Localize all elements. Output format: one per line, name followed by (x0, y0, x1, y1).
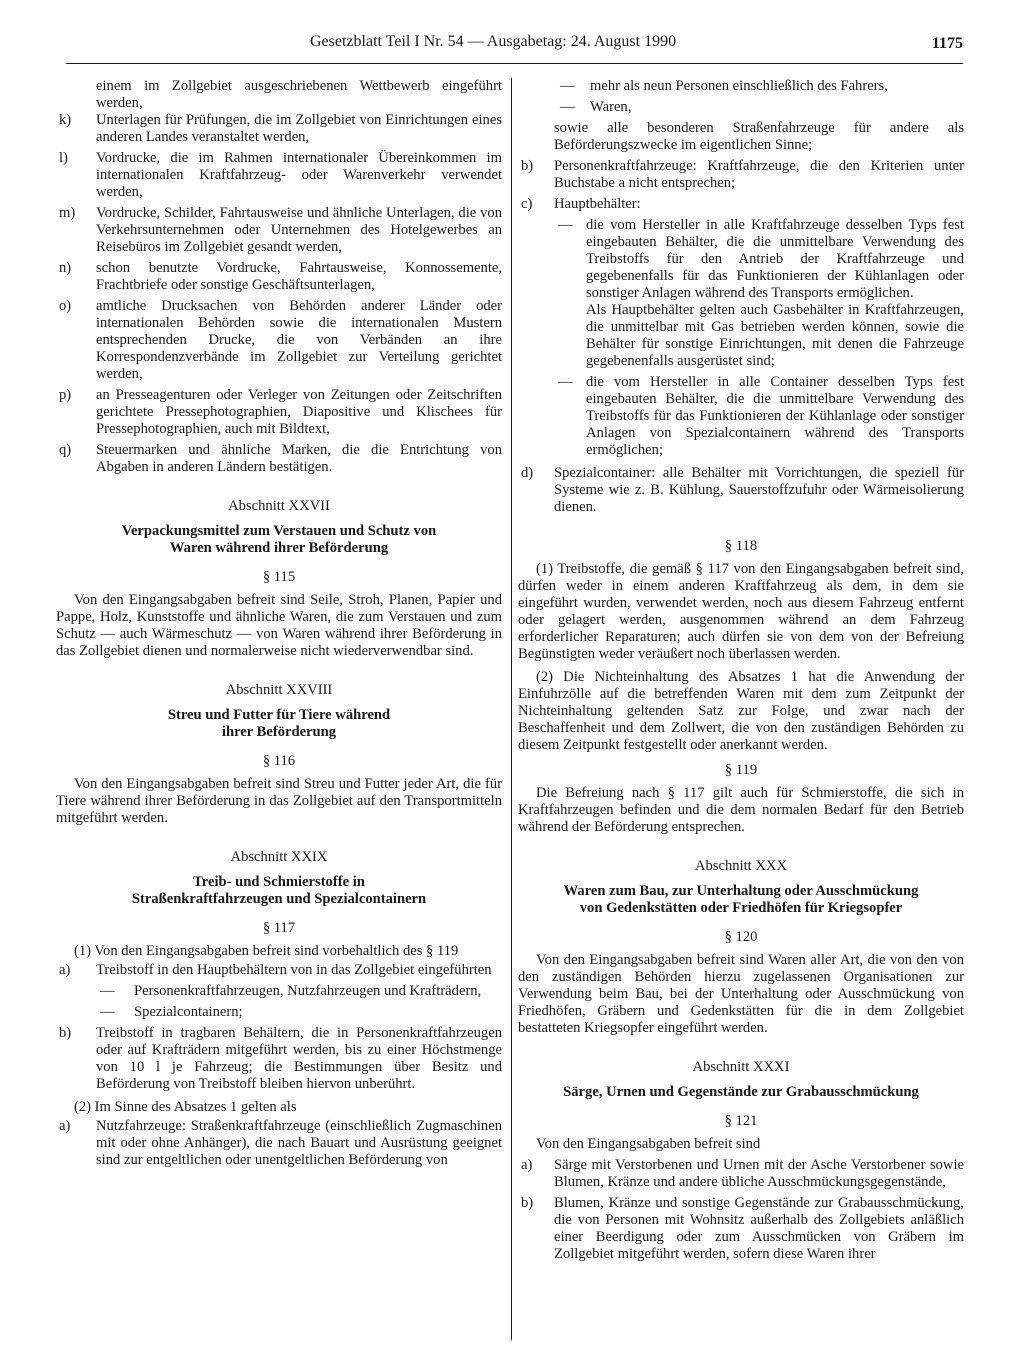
list-item: l) Vordrucke, die im Rahmen internationaler Übereinkommen im internationalen Kraftfahrzeug- oder Warenverkehr verwendet werden, (59, 150, 502, 200)
continued-text: einem im Zollgebiet ausgeschriebenen Wettbewerb eingeführt werden, (96, 78, 502, 111)
list-item: n) schon benutzte Vordrucke, Fahrtausweise, Konnossemente, Frachtbriefe oder sonstige Geschäftsunterlagen, (59, 260, 502, 293)
paragraph-text: (1) Treibstoffe, die gemäß § 117 von den Eingangsabgaben befreit sind, dürfen weder in einem anderen Kraftfahrzeug als dem, in dem sie eingeführt wurden, verwendet werden, noch aus diesem Fahrzeug entfernt oder gelagert werden, ausgenommen während an dem Fahrzeug erforderlicher Reparaturen; auch dürfen sie von dem von der Befreiung Begünstigten weder veräußert noch überlassen werden. (518, 561, 964, 662)
list-item: a) Treibstoff in den Hauptbehältern von in das Zollgebiet eingeführten (59, 962, 492, 978)
list-item: a) Nutzfahrzeuge: Straßenkraftfahrzeuge (einschließlich Zugmaschinen mit oder ohne Anhänger), die nach Bauart und Ausrüstung geeignet sind zur entgeltlichen oder unentgeltlichen Beförderung von (59, 1118, 502, 1168)
continued-text: sowie alle besonderen Straßenfahrzeuge für andere als Beförderungszwecke im eigentlichen Sinne; (554, 120, 964, 153)
right-column (518, 78, 964, 1263)
dash-item: — Personenkraftfahrzeugen, Nutzfahrzeugen und Krafträdern, (100, 983, 482, 999)
section-title: Särge, Urnen und Gegenstände zur Grabausschmückung (563, 1084, 919, 1100)
paragraph-text: (2) Die Nichteinhaltung des Absatzes 1 hat die Anwendung der Einfuhrzölle auf die betreffenden Waren mit dem zum Zeitpunkt der Nichteinhaltung geltenden Satz zur Folge, und zwar nach der Beschaffenheit und dem Zollwert, die von den zuständigen Behörden zu diesem Zeitpunkt festgestellt oder anerkannt werden. (518, 669, 964, 753)
page-number: 1175 (931, 35, 963, 52)
list-item: b) Blumen, Kränze und sonstige Gegenstände zur Grabausschmückung, die von Personen mit Wohnsitz außerhalb des Zollgebiets anläßlich einer Beerdigung oder zum Ausschmücken von Gräbern im Zollgebiet mitgeführt werden, sofern diese Waren ihrer (521, 1195, 964, 1262)
paragraph-number: § 119 (724, 762, 758, 778)
paragraph-text: (1) Von den Eingangsabgaben befreit sind vorbehaltlich des § 119 (74, 943, 459, 959)
page-header (66, 33, 963, 64)
section-heading: Abschnitt XXIX (230, 849, 328, 865)
paragraph-text: Von den Eingangsabgaben befreit sind Waren aller Art, die von den von den zuständigen Behörden hierzu zugelassenen Organisationen zur Verwendung beim Bau, bei der Unterhaltung oder Ausschmückung von Friedhöfen, Gräbern und Gedenkstätten für die in dem Zollgebiet bestatteten Kriegsopfer eingeführt werden. (518, 952, 964, 1036)
section-title: ihrer Beförderung (221, 724, 337, 740)
list-item: b) Personenkraftfahrzeuge: Kraftfahrzeuge, die den Kriterien unter Buchstabe a nicht entsprechen; (521, 158, 964, 191)
section-heading: Abschnitt XXVII (228, 498, 330, 514)
dash-item: — die vom Hersteller in alle Container desselben Typs fest eingebauten Behälter, die die unmittelbare Verwendung des Treibstoffs für das Funktionieren der Kühlanlage oder sonstiger Anlagen von Spezialcontainern während des Transports ermöglichen; (558, 374, 964, 458)
section-title: Verpackungsmittel zum Verstauen und Schutz von (121, 523, 437, 539)
list-item: o) amtliche Drucksachen von Behörden anderer Länder oder internationalen Behörden sowie die internationalen Mustern entsprechenden Drucke, die von Verbänden an ihre Korrespondenzverbände im Zollgebiet zur Verteilung gerichtet werden, (59, 298, 502, 382)
list-item: a) Särge mit Verstorbenen und Urnen mit der Asche Verstorbener sowie Blumen, Kränze und andere übliche Ausschmückungsgegenstände, (521, 1157, 964, 1190)
paragraph-number: § 121 (724, 1113, 758, 1129)
section-heading: Abschnitt XXX (694, 858, 788, 874)
dash-item: — die vom Hersteller in alle Kraftfahrzeuge desselben Typs fest eingebauten Behälter, die die unmittelbare Verwendung des Treibstoffs für den Antrieb der Kraftfahrzeuge und gegebenenfalls für das Funktionieren der Kühlanlagen oder sonstiger Anlagen während des Transports ermöglichen. (558, 217, 964, 301)
section-heading: Abschnitt XXXI (692, 1059, 790, 1075)
section-title: Waren zum Bau, zur Unterhaltung oder Ausschmückung (563, 883, 919, 899)
paragraph-number: § 115 (262, 569, 296, 585)
paragraph-number: § 118 (724, 538, 758, 554)
paragraph-text: Von den Eingangsabgaben befreit sind Seile, Stroh, Planen, Papier und Pappe, Holz, Kunststoffe und ähnliche Waren, die zum Verstauen und zum Schutz — auch Wärmeschutz — von Waren während ihrer Beförderung in das Zollgebiet dienen und normalerweise nicht wiederverwendbar sind. (56, 592, 502, 659)
list-item: q) Steuermarken und ähnliche Marken, die die Entrichtung von Abgaben in anderen Ländern bestätigen. (59, 442, 502, 475)
gazette-title: Gesetzblatt Teil I Nr. 54 — Ausgabetag: 24. August 1990 (310, 33, 677, 50)
section-title: Treib- und Schmierstoffe in (193, 874, 365, 890)
list-item: c) Hauptbehälter: (521, 196, 641, 212)
dash-item: — Spezialcontainern; (100, 1004, 243, 1020)
dash-item: — Waren, (560, 99, 632, 115)
section-title: Waren während ihrer Beförderung (169, 540, 389, 556)
list-item: b) Treibstoff in tragbaren Behältern, die in Personenkraftfahrzeugen oder auf Krafträdern mitgeführt werden, bis zu einer Höchstmenge von 10 l je Fahrzeug; die Bestimmungen über Besitz und Beförderung von Treibstoff bleiben hiervon unberührt. (59, 1025, 502, 1092)
dash-item: — mehr als neun Personen einschließlich des Fahrers, (560, 78, 888, 94)
section-heading: Abschnitt XXVIII (225, 682, 333, 698)
list-item: m) Vordrucke, Schilder, Fahrtausweise und ähnliche Unterlagen, die von Verkehrsunternehmen oder Unternehmen des Hotelgewerbes an Reisebüros im Zollgebiet gesandt werden, (59, 205, 502, 255)
section-title: Streu und Futter für Tiere während (167, 707, 391, 723)
section-title: Straßenkraftfahrzeugen und Spezialcontainern (131, 891, 427, 907)
paragraph-text: Von den Eingangsabgaben befreit sind Streu und Futter jeder Art, die für Tiere während ihrer Beförderung in das Zollgebiet auf den Transportmitteln mitgeführt werden. (56, 776, 502, 826)
list-item: d) Spezialcontainer: alle Behälter mit Vorrichtungen, die speziell für Systeme wie z. B. Kühlung, Sauerstoffzufuhr oder Wärmeisolierung dienen. (521, 465, 964, 515)
paragraph-number: § 116 (262, 753, 296, 769)
section-title: von Gedenkstätten oder Friedhöfen für Kriegsopfer (579, 900, 903, 916)
paragraph-text: Die Befreiung nach § 117 gilt auch für Schmierstoffe, die sich in Kraftfahrzeugen befinden und die dem normalen Bedarf für den Betrieb während der Beförderung entsprechen. (518, 785, 964, 835)
left-column (56, 78, 502, 1169)
dash-item-continuation: Als Hauptbehälter gelten auch Gasbehälter in Kraftfahrzeugen, die unmittelbar mit Gas betrieben werden können, sowie die Behälter für sonstige Einrichtungen, mit denen die Fahrzeuge gegebenenfalls ausgerüstet sind; (586, 302, 964, 369)
column-divider (511, 78, 512, 1340)
paragraph-text: (2) Im Sinne des Absatzes 1 gelten als (74, 1099, 297, 1115)
paragraph-number: § 120 (724, 929, 758, 945)
list-item: p) an Presseagenturen oder Verleger von Zeitungen oder Zeitschriften gerichtete Pressephotographien, Diapositive und Klischees für Pressephotographien, auch mit Bildtext, (59, 387, 502, 437)
paragraph-number: § 117 (262, 920, 296, 936)
list-item: k) Unterlagen für Prüfungen, die im Zollgebiet von Einrichtungen eines anderen Landes veranstaltet werden, (59, 112, 502, 145)
paragraph-text: Von den Eingangsabgaben befreit sind (536, 1136, 761, 1152)
